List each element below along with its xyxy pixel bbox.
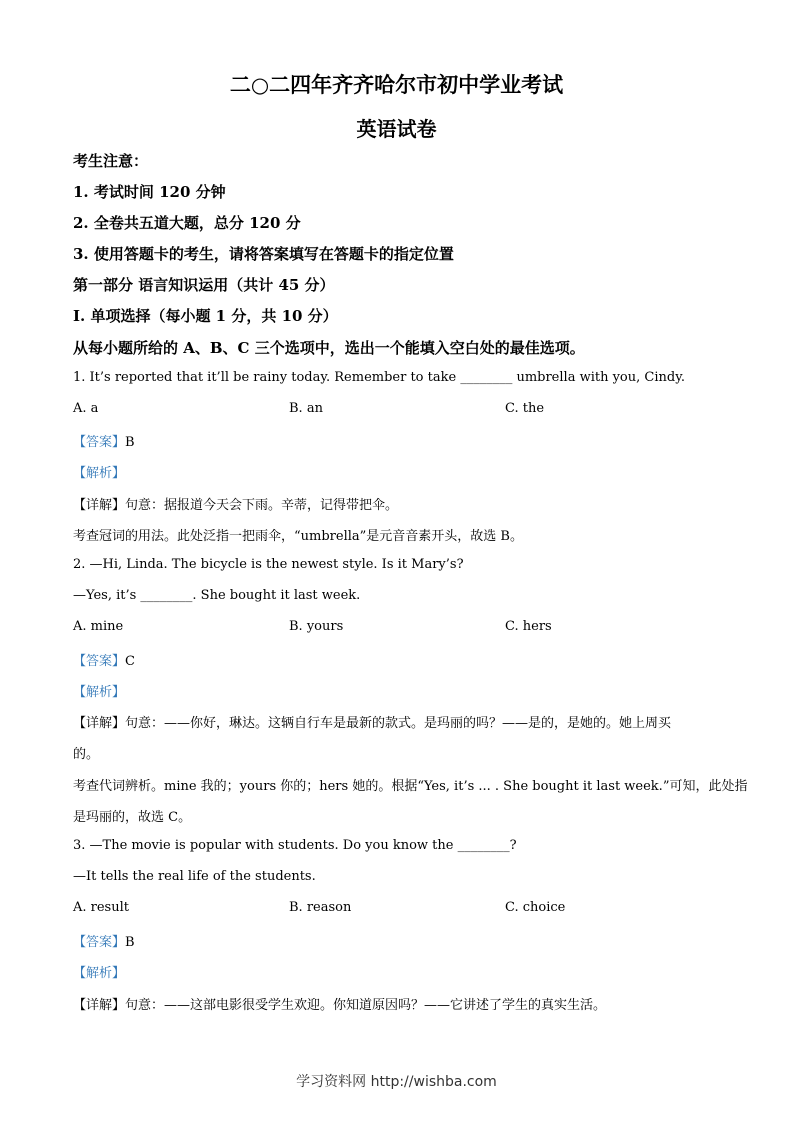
page-subtitle: 英语试卷 [356, 117, 437, 141]
answer-value: C [125, 654, 135, 669]
answer-value: B [125, 935, 135, 950]
detail-line [73, 994, 606, 1013]
detail-line [73, 712, 671, 731]
analysis-label: 【解析】 [73, 966, 126, 981]
page-title: 二○二四年齐齐哈尔市初中学业考试 [229, 72, 564, 97]
option-a: A. a [73, 401, 99, 416]
notice-item: 3. 使用答题卡的考生，请将答案填写在答题卡的指定位置 [73, 245, 454, 263]
detail-line [73, 494, 398, 513]
footer-watermark: 学习资料网 http://wishba.com [296, 1074, 497, 1090]
detail-label: 【详解】 [73, 498, 126, 513]
answer-line [73, 431, 135, 450]
detail-label: 【详解】 [73, 716, 126, 731]
notice-heading: 考生注意： [73, 152, 149, 170]
section-instruction: 从每小题所给的 A、B、C 三个选项中，选出一个能填入空白处的最佳选项。 [73, 339, 585, 357]
analysis-label: 【解析】 [73, 685, 126, 700]
explain-text-cont: 是玛丽的，故选 C。 [73, 810, 192, 825]
option-b: B. reason [289, 900, 352, 915]
answer-label: 【答案】 [73, 935, 126, 950]
option-b: B. an [289, 401, 323, 416]
explain-text: 考查代词辨析。mine 我的；yours 你的；hers 她的。根据“Yes, it’s ... . She bought it last week.”可知，此处指 [73, 779, 748, 794]
option-c: C. choice [505, 900, 566, 915]
option-c: C. hers [505, 619, 552, 634]
answer-line [73, 931, 135, 950]
option-a: A. result [73, 900, 129, 915]
detail-label: 【详解】 [73, 998, 126, 1013]
analysis-label: 【解析】 [73, 466, 126, 481]
question-stem: —Yes, it’s ________. She bought it last week. [73, 588, 361, 603]
answer-line [73, 650, 135, 669]
answer-label: 【答案】 [73, 654, 126, 669]
question-stem: —It tells the real life of the students. [73, 869, 316, 884]
detail-text-cont: 的。 [73, 747, 100, 762]
notice-item: 2. 全卷共五道大题，总分 120 分 [73, 214, 301, 232]
notice-item: 1. 考试时间 120 分钟 [73, 183, 226, 201]
option-a: A. mine [73, 619, 124, 634]
detail-text: 句意：据报道今天会下雨。辛蒂，记得带把伞。 [125, 498, 399, 513]
option-c: C. the [505, 401, 545, 416]
detail-text: 句意：——你好，琳达。这辆自行车是最新的款式。是玛丽的吗？——是的，是她的。她上周买 [125, 716, 672, 731]
part-title: 第一部分 语言知识运用（共计 45 分） [73, 276, 335, 294]
explain-text: 考查冠词的用法。此处泛指一把雨伞，“umbrella”是元音音素开头，故选 B。 [73, 529, 523, 544]
answer-value: B [125, 435, 135, 450]
detail-text: 句意：——这部电影很受学生欢迎。你知道原因吗？——它讲述了学生的真实生活。 [125, 998, 607, 1013]
question-stem: 3. —The movie is popular with students. Do you know the ________? [73, 838, 517, 853]
question-stem: 1. It’s reported that it’ll be rainy today. Remember to take ________ umbrella with you, Cindy. [73, 370, 685, 385]
answer-label: 【答案】 [73, 435, 126, 450]
option-b: B. yours [289, 619, 344, 634]
section-title: I. 单项选择（每小题 1 分，共 10 分） [73, 307, 338, 325]
question-stem: 2. —Hi, Linda. The bicycle is the newest style. Is it Mary’s? [73, 557, 464, 572]
